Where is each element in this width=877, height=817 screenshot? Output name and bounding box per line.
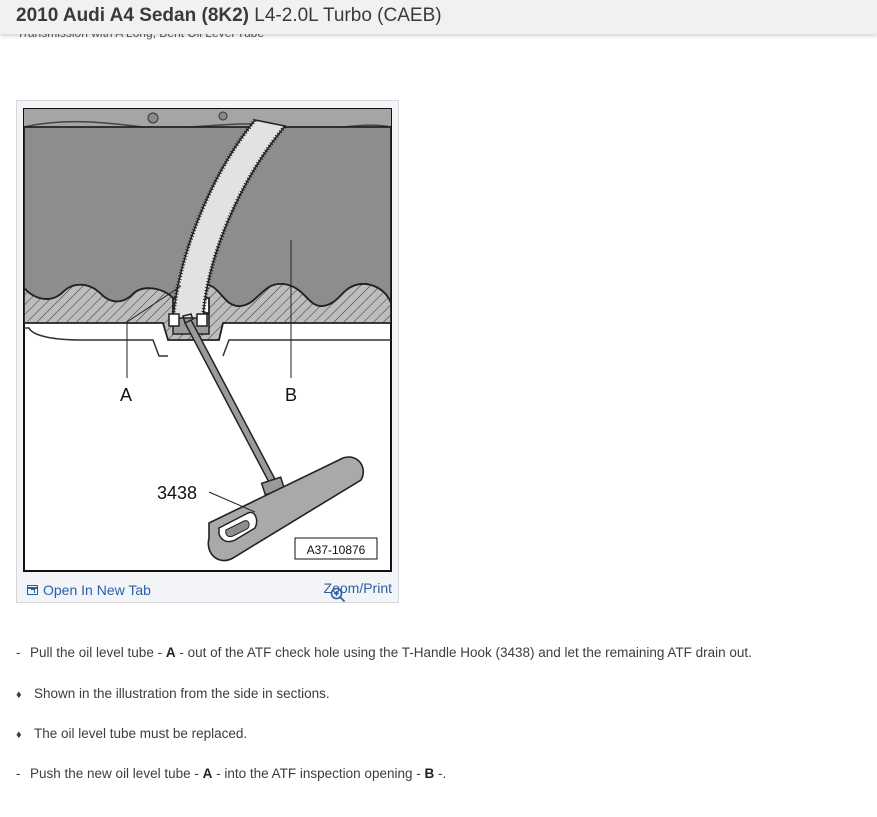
step-ref-a: A [202, 766, 213, 781]
note-illustration [16, 686, 330, 701]
page-title [16, 5, 442, 27]
label-tool-3438: 3438 [157, 483, 198, 503]
zoom-in-icon [330, 587, 346, 603]
step-marker: - [16, 645, 21, 660]
label-a: A [120, 385, 133, 405]
figure-id: A37-10876 [306, 543, 366, 557]
illustration[interactable] [23, 108, 393, 574]
new-tab-icon [27, 585, 38, 595]
section-subtitle-container [0, 34, 877, 40]
step-push-tube [16, 766, 446, 781]
open-in-new-tab-label: Open In New Tab [43, 582, 151, 598]
label-b: B [285, 385, 298, 405]
housing-top-detail [24, 109, 391, 127]
figure-card [16, 100, 399, 603]
step-text: Push the new oil level tube - [30, 766, 203, 781]
step-pull-tube [16, 645, 752, 660]
open-in-new-tab-link[interactable] [27, 582, 151, 598]
page-header [0, 0, 877, 34]
note-text: Shown in the illustration from the side in sections. [34, 686, 330, 701]
vehicle-name: 2010 Audi A4 Sedan (8K2) [16, 5, 250, 26]
note-replace-tube [16, 726, 247, 741]
zoom-print-link[interactable] [324, 580, 392, 596]
step-ref-a: A [165, 645, 176, 660]
step-text: Pull the oil level tube - [30, 645, 166, 660]
diamond-bullet-icon: ♦ [16, 729, 22, 741]
diamond-bullet-icon: ♦ [16, 689, 22, 701]
step-text: - out of the ATF check hole using the T-Handle Hook (3438) and let the remaining ATF drain out. [175, 645, 752, 660]
zoom-print-label: Zoom/Print [323, 580, 392, 596]
step-ref-b: B [424, 766, 435, 781]
step-marker: - [16, 766, 21, 781]
note-text: The oil level tube must be replaced. [34, 726, 248, 741]
engine-name: L4-2.0L Turbo (CAEB) [254, 5, 442, 26]
step-text: - into the ATF inspection opening - [212, 766, 425, 781]
step-text: -. [434, 766, 447, 781]
figure-footer [17, 577, 398, 603]
